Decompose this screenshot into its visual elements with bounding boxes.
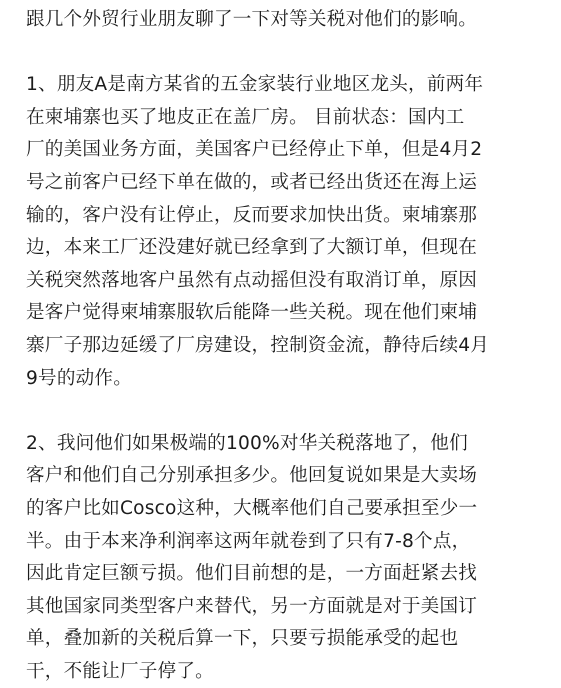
text-line: 干，不能让厂子停了。 (26, 660, 214, 682)
text-line: 因此肯定巨额亏损。他们目前想的是，一方面赶紧去找 (26, 563, 478, 585)
text-line: 9号的动作。 (26, 367, 132, 389)
text-line: 在柬埔寨也买了地皮正在盖厂房。 目前状态：国内工 (26, 106, 465, 128)
text-line: 的客户比如Cosco这种，大概率他们自己要承担至少一 (26, 497, 478, 519)
text-line: 半。由于本来净利润率这两年就卷到了只有7-8个点， (26, 530, 471, 552)
text-line: 客户和他们自己分别承担多少。他回复说如果是大卖场 (26, 465, 478, 487)
text-line: 输的，客户没有让停止，反而要求加快出货。柬埔寨那 (26, 204, 478, 226)
paragraph-1 (26, 69, 548, 395)
text-line: 厂的美国业务方面，美国客户已经停止下单，但是4月2 (26, 139, 483, 161)
text-line: 寨厂子那边延缓了厂房建设，控制资金流，静待后续4月 (26, 334, 490, 356)
paragraph-2 (26, 428, 548, 688)
text-line: 关税突然落地客户虽然有点动摇但没有取消订单，原因 (26, 269, 478, 291)
text-line: 单，叠加新的关税后算一下，只要亏损能承受的起也 (26, 628, 459, 650)
paragraph-gap (26, 37, 548, 70)
post-body (26, 4, 548, 688)
text-line: 跟几个外贸行业朋友聊了一下对等关税对他们的影响。 (26, 9, 478, 30)
text-line: 边，本来工厂还没建好就已经拿到了大额订单，但现在 (26, 237, 478, 259)
intro-paragraph (26, 4, 548, 37)
text-line: 其他国家同类型客户来替代，另一方面就是对于美国订 (26, 595, 478, 617)
text-line: 是客户觉得柬埔寨服软后能降一些关税。现在他们柬埔 (26, 302, 478, 324)
text-line: 2、我问他们如果极端的100%对华关税落地了，他们 (26, 432, 468, 454)
text-line: 1、朋友A是南方某省的五金家装行业地区龙头，前两年 (26, 74, 484, 96)
paragraph-gap (26, 395, 548, 428)
text-line: 号之前客户已经下单在做的，或者已经出货还在海上运 (26, 171, 478, 193)
